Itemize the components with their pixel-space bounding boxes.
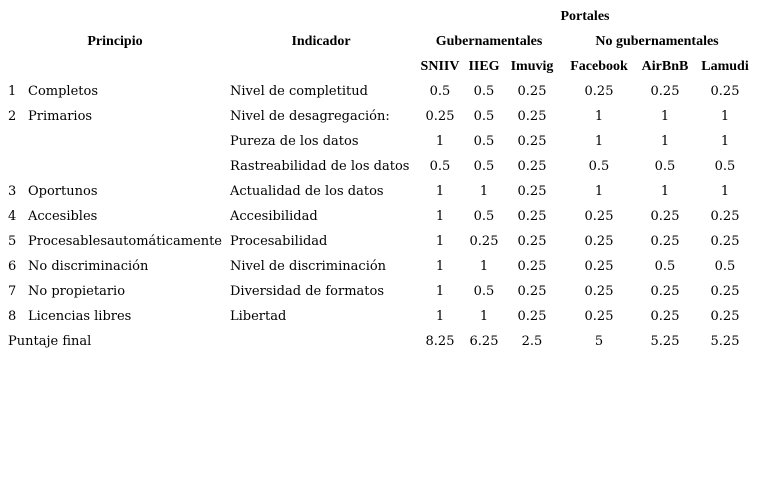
header-portales: Portales: [560, 9, 610, 24]
header-portal-imuvig: Imuvig: [510, 59, 554, 74]
row-number: 6: [8, 259, 17, 274]
indicador-cell: Nivel de discriminación: [230, 259, 387, 274]
score-cell: 0.25: [517, 209, 547, 224]
score-cell: 0.25: [650, 234, 680, 249]
header-portal-lamudi: Lamudi: [701, 59, 749, 74]
total-score-cell: 5.25: [650, 334, 680, 349]
score-cell: 0.25: [650, 84, 680, 99]
score-cell: 0.5: [473, 109, 495, 124]
score-cell: 1: [720, 109, 730, 124]
header-portal-facebook: Facebook: [570, 59, 628, 74]
score-cell: 1: [435, 184, 445, 199]
score-cell: 0.25: [584, 84, 614, 99]
total-label: Puntaje final: [8, 334, 92, 349]
score-cell: 0.25: [517, 84, 547, 99]
score-cell: 1: [479, 309, 489, 324]
score-cell: 1: [594, 184, 604, 199]
indicador-cell: Actualidad de los datos: [230, 184, 384, 199]
principio-cell: Oportunos: [28, 184, 98, 199]
principio-cell: No discriminación: [28, 259, 149, 274]
total-score-cell: 6.25: [469, 334, 499, 349]
score-cell: 1: [479, 259, 489, 274]
score-cell: 1: [660, 109, 670, 124]
score-cell: 0.25: [650, 209, 680, 224]
score-cell: 0.5: [473, 159, 495, 174]
row-number: 2: [8, 109, 17, 124]
score-cell: 0.25: [710, 209, 740, 224]
header-portal-sniiv: SNIIV: [420, 59, 460, 74]
score-cell: 1: [435, 309, 445, 324]
principio-cell: Procesablesautomáticamente: [28, 234, 223, 249]
indicador-cell: Nivel de desagregación:: [230, 109, 390, 124]
score-cell: 1: [720, 184, 730, 199]
score-cell: 0.25: [517, 134, 547, 149]
score-cell: 0.25: [584, 259, 614, 274]
score-cell: 1: [660, 184, 670, 199]
header-portal-iieg: IIEG: [468, 59, 500, 74]
score-cell: 0.25: [517, 259, 547, 274]
indicador-cell: Procesabilidad: [230, 234, 328, 249]
score-cell: 0.25: [584, 234, 614, 249]
total-score-cell: 8.25: [425, 334, 455, 349]
score-cell: 1: [435, 259, 445, 274]
principio-cell: No propietario: [28, 284, 126, 299]
score-cell: 1: [479, 184, 489, 199]
indicador-cell: Rastreabilidad de los datos: [230, 159, 410, 174]
row-number: 3: [8, 184, 17, 199]
score-cell: 0.25: [469, 234, 499, 249]
score-cell: 1: [594, 134, 604, 149]
header-portal-airbnb: AirBnB: [641, 59, 689, 74]
score-cell: 0.5: [473, 84, 495, 99]
score-cell: 1: [660, 134, 670, 149]
header-no-gubernamentales: No gubernamentales: [595, 34, 719, 49]
indicador-cell: Accesibilidad: [230, 209, 318, 224]
score-cell: 0.25: [710, 84, 740, 99]
row-number: 7: [8, 284, 17, 299]
indicador-cell: Libertad: [230, 309, 287, 324]
score-cell: 0.25: [517, 184, 547, 199]
score-cell: 0.5: [473, 209, 495, 224]
score-cell: 1: [435, 234, 445, 249]
score-cell: 0.5: [429, 159, 451, 174]
score-cell: 0.25: [517, 284, 547, 299]
row-number: 1: [8, 84, 17, 99]
indicador-cell: Pureza de los datos: [230, 134, 359, 149]
score-cell: 0.25: [710, 234, 740, 249]
score-cell: 0.25: [650, 284, 680, 299]
score-cell: 0.5: [714, 259, 736, 274]
score-cell: 0.25: [517, 109, 547, 124]
indicador-cell: Nivel de completitud: [230, 84, 368, 99]
row-number: 8: [8, 309, 17, 324]
score-cell: 1: [435, 284, 445, 299]
principio-cell: Accesibles: [28, 209, 98, 224]
principio-cell: Licencias libres: [28, 309, 132, 324]
score-cell: 1: [720, 134, 730, 149]
row-number: 4: [8, 209, 17, 224]
score-cell: 0.25: [710, 309, 740, 324]
score-cell: 0.25: [710, 284, 740, 299]
score-cell: 0.25: [517, 309, 547, 324]
header-indicador: Indicador: [291, 34, 351, 49]
score-cell: 0.5: [654, 159, 676, 174]
score-cell: 0.5: [473, 284, 495, 299]
score-cell: 0.5: [588, 159, 610, 174]
principio-cell: Primarios: [28, 109, 93, 124]
score-cell: 0.25: [517, 234, 547, 249]
score-cell: 0.25: [584, 284, 614, 299]
score-cell: 0.25: [584, 209, 614, 224]
score-cell: 1: [435, 134, 445, 149]
score-cell: 0.5: [654, 259, 676, 274]
score-cell: 1: [435, 209, 445, 224]
score-cell: 0.5: [714, 159, 736, 174]
score-cell: 0.5: [473, 134, 495, 149]
total-score-cell: 2.5: [521, 334, 543, 349]
principio-cell: Completos: [28, 84, 98, 99]
row-number: 5: [8, 234, 17, 249]
indicador-cell: Diversidad de formatos: [230, 284, 384, 299]
header-principio: Principio: [87, 34, 143, 49]
score-cell: 0.25: [517, 159, 547, 174]
header-gubernamentales: Gubernamentales: [435, 34, 543, 49]
score-cell: 0.25: [425, 109, 455, 124]
score-cell: 0.5: [429, 84, 451, 99]
total-score-cell: 5: [594, 334, 604, 349]
score-cell: 0.25: [650, 309, 680, 324]
score-cell: 1: [594, 109, 604, 124]
total-score-cell: 5.25: [710, 334, 740, 349]
score-cell: 0.25: [584, 309, 614, 324]
